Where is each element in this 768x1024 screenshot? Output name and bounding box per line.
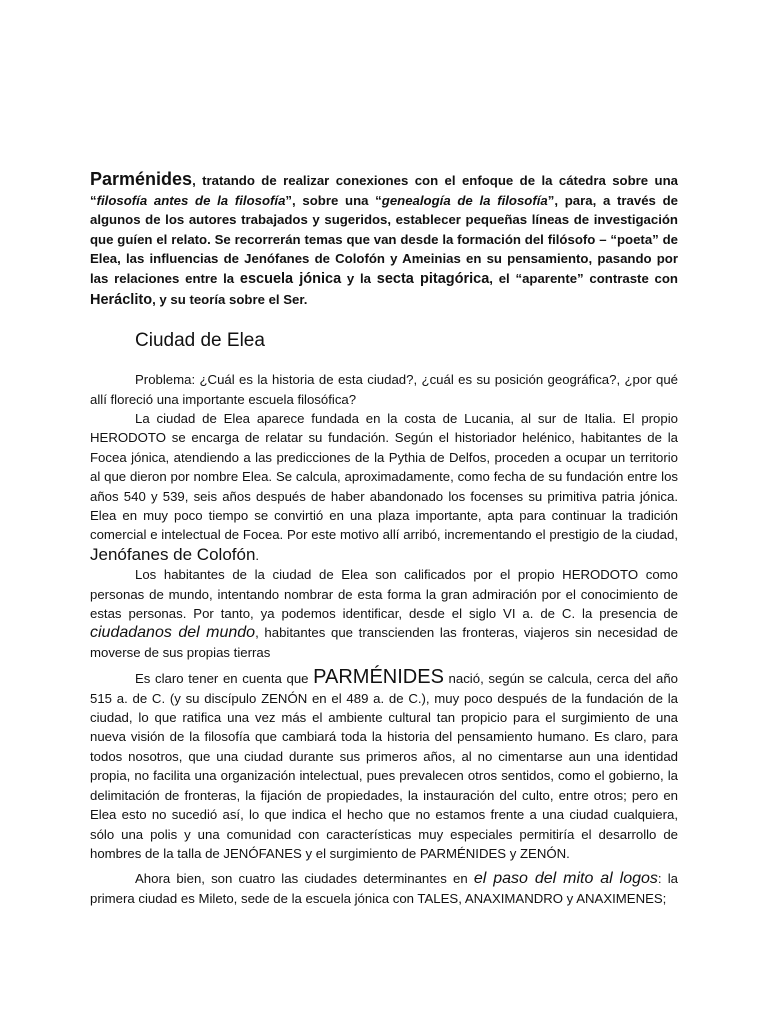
parmenides-start: Es claro tener en cuenta que <box>135 671 314 687</box>
paragraph-parmenides <box>90 668 678 863</box>
intro-secta-pitagorica: secta pitagórica <box>376 270 490 287</box>
intro-text-2: ”, sobre una “ <box>285 192 382 208</box>
paragraph-ciudades <box>90 869 678 908</box>
paragraph-fundacion <box>90 409 678 565</box>
fundacion-text: La ciudad de Elea aparece fundada en la costa de Lucania, al sur de Italia. El propio HERODOTO se encarga de relatar su fundación. Según el historiador helénico, habitantes de la Focea jónica, atendiendo a las predicciones de la Pythia de Delfos, proceden a ocupar un territorio al que dieron por nombre Elea. Se calcula, aproximadamente, como fecha de su fundación entre los años 540 y 539, seis años después de haber abandonado los focenses su primitiva patria jónica. Elea en muy poco tiempo se convirtió en una plaza importante, apta para continuar la tradición comercial e intelectual de Focea. Por este motivo allí arribó, incrementando el prestigio de la ciudad, <box>90 410 678 543</box>
intro-name: Parménides <box>90 169 193 189</box>
fundacion-end: . <box>255 547 260 563</box>
intro-paragraph <box>90 170 678 310</box>
section-title: Ciudad de Elea <box>135 330 265 352</box>
paragraph-problema: Problema: ¿Cuál es la historia de esta ciudad?, ¿cuál es su posición geográfica?, ¿por qué allí floreció una importante escuela filosófica? <box>90 372 678 407</box>
intro-text-5: , el “aparente” contraste con <box>489 270 678 286</box>
ciudades-start: Ahora bien, son cuatro las ciudades determinantes en <box>135 871 474 887</box>
intro-text-6: , y su teoría sobre el Ser. <box>152 291 308 307</box>
intro-heraclito: Heráclito <box>90 291 153 308</box>
paso-mito-logos: el paso del mito al logos <box>473 870 658 888</box>
jenofanes-name: Jenófanes de Colofón <box>90 544 256 564</box>
intro-text-1: , tratando de realizar conexiones con el enfoque de la cátedra sobre una “ <box>90 173 678 208</box>
intro-text-4: y la <box>341 270 377 286</box>
document-page <box>90 170 678 908</box>
ciudadanos-del-mundo: ciudadanos del mundo <box>90 624 256 642</box>
paragraph-habitantes <box>90 565 678 662</box>
habitantes-text: Los habitantes de la ciudad de Elea son calificados por el propio HERODOTO como personas de mundo, intentando nombrar de esta forma la gran admiración por el conocimiento de estas personas. Por tanto, ya podemos identificar, desde el siglo VI a. de C. la presencia de <box>90 567 678 622</box>
ciudades-end: : la primera ciudad es Mileto, sede de la escuela jónica con TALES, ANAXIMANDRO y ANAXIMENES; <box>90 871 679 906</box>
intro-quote-1: filosofía antes de la filosofía <box>96 192 286 208</box>
parmenides-text: nació, según se calcula, cerca del año 515 a. de C. (y su discípulo ZENÓN en el 489 a. de C.), muy poco después de la fundación de la ciudad, lo que ratifica una vez más el ambiente cultural tan propicio para el surgimiento de una nueva visión de la filosofía que cambiará toda la historia del pensamiento humano. Es claro, para todos nosotros, que una ciudad durante sus primeros años, al no cimentarse aun una identidad propia, no facilita una organización intelectual, pues prevalecen otros sentidos, como el gobierno, la delimitación de fronteras, la fijación de propiedades, la instauración del culto, entre otros; pero en Elea esto no sucedió así, lo que indica el hecho que no estamos frente a una ciudad cualquiera, sólo una polis y una comunidad con características muy especiales permitiría el desarrollo de hombres de la talla de JENÓFANES y el surgimiento de PARMÉNIDES y ZENÓN. <box>90 671 678 861</box>
parmenides-name: PARMÉNIDES <box>313 666 444 689</box>
intro-school-jonica: escuela jónica <box>239 270 342 287</box>
habitantes-end: , habitantes que transcienden las fronteras, viajeros sin necesidad de moverse de sus propias tierras <box>90 625 678 660</box>
intro-text-3: ”, para, a través de algunos de los autores trabajados y sugeridos, establecer pequeñas líneas de investigación que guíen el relato. Se recorrerán temas que van desde la formación del filósofo – “poeta” de Elea, las influencias de Jenófanes de Colofón y Ameinias en su pensamiento, pasando por las relaciones entre la <box>90 192 678 286</box>
intro-quote-2: genealogía de la filosofía <box>381 192 548 208</box>
